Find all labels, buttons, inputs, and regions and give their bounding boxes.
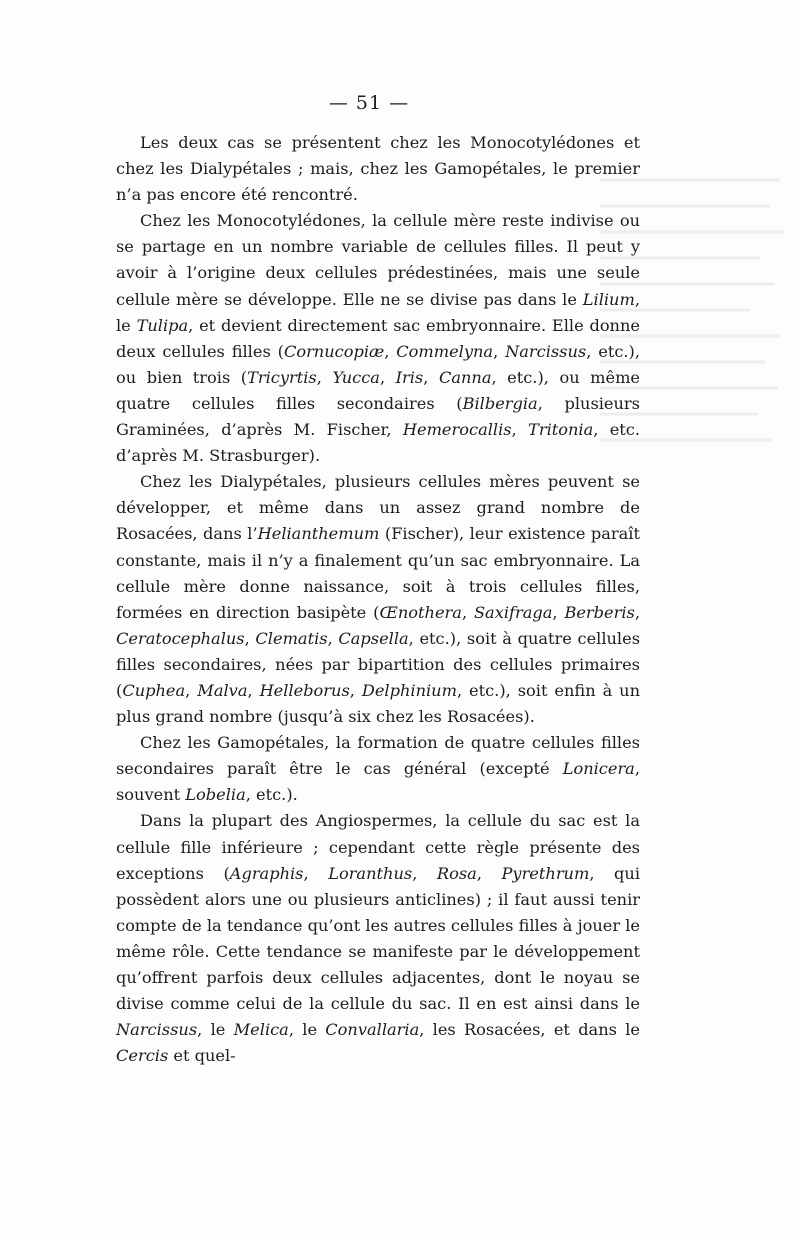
taxon-name: Tritonia <box>528 420 594 440</box>
taxon-name: Berberis <box>564 602 635 622</box>
body-text <box>116 130 640 1069</box>
taxon-name: Cuphea <box>122 680 186 700</box>
taxon-name: Clematis <box>255 628 328 648</box>
taxon-name: Ceratocephalus <box>116 628 245 648</box>
paragraph: Chez les Dialypétales, plusieurs cellules mères peuvent se développer, et même dans un assez grand nombre de Rosacées, dans l’Helianthemum (Fischer), leur existence paraît constante, mais il n’y a finalement qu’un sac embryonnaire. La cellule mère donne naissance, soit à trois cellules filles, formées en direction basipète (Œnothera, Saxifraga, Berberis, Ceratocephalus, Clematis, Capsella, etc.), soit à quatre cellules filles secondaires, nées par bipartition des cellules primaires (Cuphea, Malva, Helleborus, Delphinium, etc.), soit enfin à un plus grand nombre (jusqu’à six chez les Rosacées). <box>116 472 641 727</box>
taxon-name: Loranthus <box>328 863 413 883</box>
paragraph: Chez les Monocotylédones, la cellule mère reste indivise ou se partage en un nombre variable de cellules filles. Il peut y avoir à l’origine deux cellules prédestinées, mais une seule cellule mère se développe. Elle ne se divise pas dans le Lilium, le Tulipa, et devient directement sac embryonnaire. Elle donne deux cellules filles (Cornucopiæ, Commelyna, Narcissus, etc.), ou bien trois (Tricyrtis, Yucca, Iris, Canna, etc.), ou même quatre cellules filles secondaires (Bilbergia, plusieurs Graminées, d’après M. Fischer, Hemerocallis, Tritonia, etc. d’après M. Strasburger). <box>116 211 641 466</box>
taxon-name: Helianthemum <box>257 524 380 544</box>
paragraph: Dans la plupart des Angiospermes, la cellule du sac est la cellule fille inférieure ; cependant cette règle présente des exceptions (Agraphis, Loranthus, Rosa, Pyrethrum, qui possèdent alors une ou plusieurs anticlines) ; il faut aussi tenir compte de la tendance qu’ont les autres cellules filles à jouer le même rôle. Cette tendance se manifeste par le développement qu’offrent parfois deux cellules adjacentes, dont le noyau se divise comme celui de la cellule du sac. Il en est ainsi dans le Narcissus, le Melica, le Convallaria, les Rosacées, et dans le Cercis et quel- <box>116 811 641 1066</box>
taxon-name: Canna <box>438 367 492 387</box>
taxon-name: Bilbergia <box>462 393 538 413</box>
taxon-name: Narcissus <box>116 1020 198 1040</box>
taxon-name: Lobelia <box>185 785 246 805</box>
taxon-name: Cornucopiæ <box>283 341 385 361</box>
taxon-name: Helleborus <box>259 680 350 700</box>
taxon-name: Lonicera <box>562 759 635 779</box>
taxon-name: Delphinium <box>361 680 457 700</box>
taxon-name: Agraphis <box>229 863 304 883</box>
taxon-name: Tulipa <box>136 315 189 335</box>
taxon-name: Iris <box>395 367 424 387</box>
taxon-name: Rosa <box>436 863 477 883</box>
taxon-name: Convallaria <box>325 1020 420 1040</box>
taxon-name: Capsella <box>338 628 409 648</box>
taxon-name: Hemerocallis <box>402 420 512 440</box>
taxon-name: Malva <box>197 680 248 700</box>
taxon-name: Commelyna <box>396 341 494 361</box>
taxon-name: Pyrethrum <box>501 863 590 883</box>
page-number: — 51 — <box>328 92 410 114</box>
taxon-name: Tricyrtis <box>247 367 317 387</box>
taxon-name: Saxifraga <box>473 602 553 622</box>
taxon-name: Narcissus <box>505 341 587 361</box>
taxon-name: Yucca <box>332 367 380 387</box>
taxon-name: Lilium <box>582 289 635 309</box>
taxon-name: Cercis <box>116 1046 169 1066</box>
paragraph: Chez les Gamopétales, la formation de quatre cellules filles secondaires paraît être le cas général (excepté Lonicera, souvent Lobelia, etc.). <box>116 733 640 805</box>
taxon-name: Melica <box>233 1020 289 1040</box>
paragraph: Les deux cas se présentent chez les Monocotylédones et chez les Dialypétales ; mais, chez les Gamopétales, le premier n’a pas encore été rencontré. <box>116 133 640 205</box>
taxon-name: Œnothera <box>379 602 462 622</box>
